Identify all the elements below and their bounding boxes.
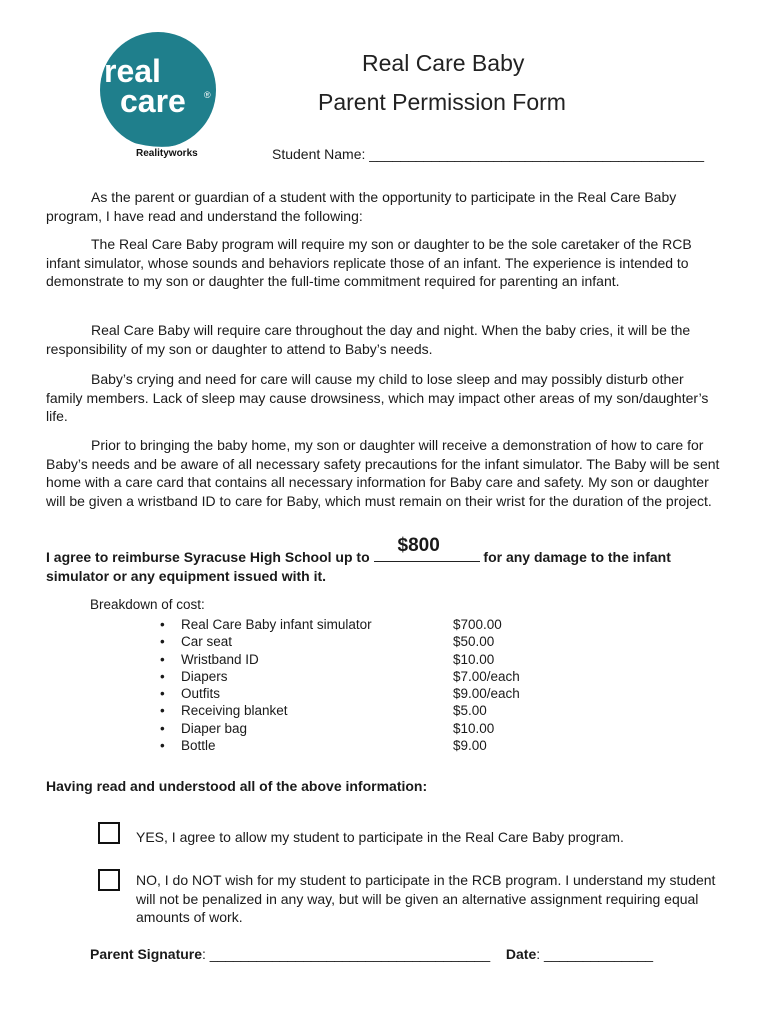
logo-word-bottom: care — [120, 83, 186, 119]
cost-item-name: Outfits — [181, 686, 221, 702]
amount-value: $800 — [397, 535, 440, 556]
bullet-icon: • — [160, 738, 165, 754]
bullet-icon: • — [160, 617, 165, 632]
cost-item-price: $7.00/each — [453, 668, 520, 684]
page-title: Real Care Baby — [362, 50, 525, 76]
yes-option-label: YES, I agree to allow my student to participate in the Real Care Baby program. — [136, 829, 624, 845]
cost-item-price: $9.00 — [453, 738, 487, 754]
amount-field[interactable] — [374, 535, 480, 562]
program-paragraph: The Real Care Baby program will require my son or daughter to be the sole caretaker of the RCB infant simulator, whose sounds and behaviors replicate those of an infant. The experience is intended to demonstrate to my son or daughter the full-time commitment required for parenting an infant. — [46, 236, 692, 289]
cost-item-price: $10.00 — [453, 720, 495, 736]
cost-item-diaper-bag — [160, 721, 540, 738]
bullet-icon: • — [160, 634, 165, 650]
bullet-icon: • — [160, 720, 165, 736]
bullet-icon: • — [160, 668, 165, 684]
cost-item-blanket — [160, 703, 540, 720]
cost-item-name: Wristband ID — [181, 651, 259, 667]
cost-item-price: $10.00 — [453, 651, 495, 667]
breakdown-label: Breakdown of cost: — [90, 597, 205, 612]
no-option-label: NO, I do NOT wish for my student to participate in the RCB program. I understand my student will not be penalized in any way, but will be given an alternative assignment requiring equal amounts of work. — [136, 872, 716, 925]
reimburse-suffix: for any damage to the infant — [483, 549, 671, 565]
signature-row — [90, 945, 653, 964]
student-name-field[interactable]: Student Name: ___________________________________________ — [272, 146, 705, 162]
cost-item-name: Diaper bag — [181, 720, 248, 736]
cost-item-name: Diapers — [181, 668, 228, 684]
consent-heading: Having read and understood all of the above information: — [46, 778, 428, 794]
cost-item-name: Car seat — [181, 634, 233, 650]
no-checkbox[interactable] — [98, 869, 120, 891]
reimburse-statement — [46, 535, 671, 567]
page-subtitle: Parent Permission Form — [318, 89, 566, 115]
cost-item-name: Bottle — [181, 738, 216, 754]
cost-item-price: $9.00/each — [453, 686, 520, 702]
cost-item-name: Real Care Baby infant simulator — [181, 617, 372, 632]
reimburse-statement-cont: simulator or any equipment issued with it. — [46, 568, 327, 584]
cost-item-wristband — [160, 652, 540, 669]
cost-item-simulator — [160, 617, 540, 634]
logo-word-top: real — [104, 53, 161, 89]
date-label: Date — [505, 946, 537, 962]
bullet-icon: • — [160, 651, 165, 667]
cost-item-outfits — [160, 686, 540, 703]
logo-registered: ® — [204, 90, 211, 100]
reimburse-prefix: I agree to reimburse Syracuse High School up to — [46, 549, 370, 565]
cost-item-bottle — [160, 738, 540, 755]
cost-item-name: Receiving blanket — [181, 703, 288, 719]
date-field[interactable]: : ______________ — [536, 946, 654, 962]
cost-item-diapers — [160, 669, 540, 686]
bullet-icon: • — [160, 703, 165, 719]
sleep-paragraph: Baby’s crying and need for care will cause my child to lose sleep and may possibly disturb other family members. Lack of sleep may cause drowsiness, which may impact other areas of my son/daughter’s life. — [46, 371, 709, 424]
demonstration-paragraph: Prior to bringing the baby home, my son or daughter will receive a demonstration of how to care for Baby’s needs and be aware of all necessary safety precautions for the infant simulator. The Baby will be sent home with a care card that contains all necessary information for Baby care and safety. My son or daughter will be given a wristband ID to care for Baby, which must remain on their wrist for the duration of the project. — [46, 437, 720, 509]
parent-signature-label: Parent Signature — [90, 946, 203, 962]
bullet-icon: • — [160, 686, 165, 702]
parent-signature-field[interactable]: : ____________________________________ — [202, 946, 491, 962]
care-paragraph: Real Care Baby will require care throughout the day and night. When the baby cries, it will be the responsibility of my son or daughter to attend to Baby’s needs. — [46, 322, 691, 357]
intro-paragraph: As the parent or guardian of a student with the opportunity to participate in the Real Care Baby program, I have read and understand the following: — [46, 189, 677, 224]
cost-item-price: $5.00 — [453, 703, 487, 719]
cost-item-car-seat — [160, 634, 540, 651]
logo-brand: Realityworks — [136, 148, 198, 159]
real-care-logo — [98, 30, 228, 170]
yes-checkbox[interactable] — [98, 822, 120, 844]
cost-item-price: $700.00 — [453, 617, 502, 632]
cost-item-price: $50.00 — [453, 634, 495, 650]
cost-list — [160, 617, 540, 755]
